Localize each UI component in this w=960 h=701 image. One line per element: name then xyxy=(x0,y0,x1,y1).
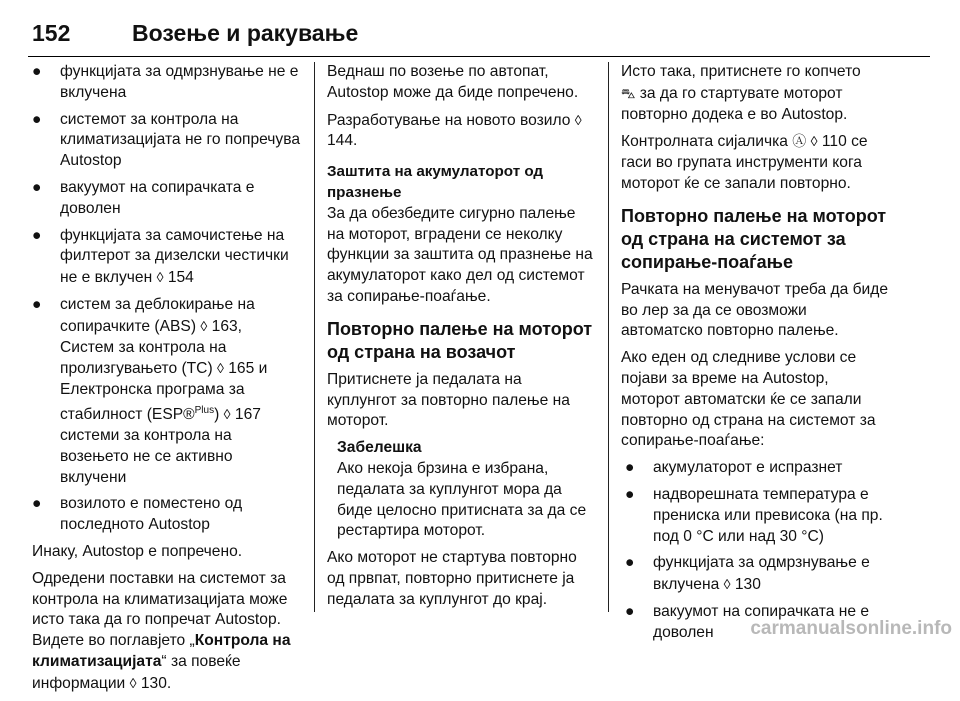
page-reference-icon: ◊ xyxy=(574,111,582,128)
paragraph: Ако еден од следниве услови се појави за време на Autostop, моторот автоматски ќе се запали повторно од страна на системот за сопирање-поаѓање: xyxy=(621,349,876,450)
page-reference-icon: ◊ xyxy=(223,406,231,423)
subheading: Заштита на акумулаторот од празнење xyxy=(327,163,544,201)
paragraph: Рачката на менувачот треба да биде во лер за да се овозможи автоматско повторно палење. xyxy=(621,280,888,340)
list-item: ● системот за контрола на климатизацијата не го попречува Autostop xyxy=(32,110,300,170)
paragraph: Инаку, Autostop е попречено. xyxy=(32,542,243,560)
note-box xyxy=(327,438,595,542)
bullet-icon: ● xyxy=(625,602,635,620)
paragraph: Исто така, притиснете го копчето ⛍ за да го стартувате моторот повторно додека е во Autostop. xyxy=(621,63,861,123)
paragraph: Разработување на новото возило ◊ 144. xyxy=(327,111,582,150)
list-item: ● функцијата за самочистење на филтерот за дизелски честички не е вклучен ◊ 154 xyxy=(32,226,289,287)
page-reference[interactable]: 154 xyxy=(167,269,194,287)
column-1 xyxy=(32,62,302,701)
column-2 xyxy=(327,62,595,617)
autostop-lamp-icon: Ⓐ xyxy=(792,133,807,150)
page-reference-icon: ◊ xyxy=(810,133,818,150)
paragraph: Контролната сијаличка Ⓐ ◊ 110 се гаси во групата инструменти кога моторот ќе се запали повторно. xyxy=(621,133,868,192)
section-heading: Повторно палење на моторот од страна на возачот xyxy=(327,318,593,362)
list-item: ● вакуумот на сопирачката не е доволен xyxy=(625,602,870,641)
bullet-icon: ● xyxy=(32,295,42,313)
list-item: ● надворешната температура е прениска или превисока (на пр. под 0 °C или над 30 °C) xyxy=(625,485,883,545)
bullet-icon: ● xyxy=(625,459,635,477)
page-number: 152 xyxy=(32,20,71,46)
note-title: Забелешка xyxy=(337,439,422,457)
list-item: ● функцијата за одмрзнување е вклучена ◊ 130 xyxy=(625,554,870,594)
bullet-icon: ● xyxy=(32,63,42,80)
watermark: carmanualsonline.info xyxy=(750,618,952,639)
paragraph: За да обезбедите сигурно палење на моторот, вградени се неколку функции за заштита од празнење на акумулаторот како дел од системот за сопирање-поаѓање. xyxy=(327,204,593,305)
page-reference-icon: ◊ xyxy=(200,317,208,334)
list-item: ● возилото е поместено од последното Autostop xyxy=(32,495,243,534)
page-reference-icon: ◊ xyxy=(156,269,164,286)
list-item: ● систем за деблокирање на сопирачките (ABS) ◊ 163, Систем за контрола на пролизгувањето (TC) ◊ 165 и Електронска програма за стабилност (ESP®$^{Plus}$) ◊ 167 системи за контрола на возењето не се активно вклучени xyxy=(32,295,268,486)
page-reference[interactable]: 167 xyxy=(234,406,261,424)
page-reference[interactable]: 144. xyxy=(327,132,358,150)
page-reference-icon: ◊ xyxy=(216,360,224,377)
page-reference[interactable]: 163, xyxy=(211,317,242,335)
list-item: ● акумулаторот е испразнет xyxy=(625,458,891,479)
column-3 xyxy=(621,62,891,650)
bullet-icon: ● xyxy=(32,495,42,513)
bullet-icon: ● xyxy=(625,554,635,572)
column-divider xyxy=(314,62,315,612)
bullet-icon: ● xyxy=(32,178,42,196)
page-reference[interactable]: 130. xyxy=(140,674,172,692)
bullet-icon: ● xyxy=(625,485,635,503)
section-heading: Повторно палење на моторот од страна на системот за сопирање-поаѓање xyxy=(621,205,887,272)
paragraph: Веднаш по возење по автопат, Autostop може да биде попречено. xyxy=(327,63,579,101)
page-reference[interactable]: 130 xyxy=(734,576,761,594)
bullet-icon: ● xyxy=(32,226,42,244)
page-reference[interactable]: 165 и xyxy=(228,360,268,378)
page-reference-icon: ◊ xyxy=(723,576,731,593)
list-item: ● вакуумот на сопирачката е доволен xyxy=(32,178,255,217)
paragraph: Притиснете ја педалата на куплунгот за повторно палење на моторот. xyxy=(327,370,570,430)
paragraph: Ако моторот не стартува повторно од првпат, повторно притиснете ја педалата за куплунгот до крај. xyxy=(327,549,577,608)
page-reference-icon: ◊ xyxy=(129,674,137,691)
bullet-icon: ● xyxy=(32,110,42,128)
page-title: Возење и ракување xyxy=(132,20,359,46)
auto-stop-button-icon: ⛍ xyxy=(621,84,636,101)
paragraph: Одредени поставки на системот за контрола на климатизацијата може исто така да го попречат Autostop. Видете во поглавјето „Контрола на климатизацијата“ за повеќе информации ◊ 130. xyxy=(32,569,291,692)
note-text: Ако некоја брзина е избрана, педалата за куплунгот мора да биде целосно притисната за да се рестартира моторот. xyxy=(337,459,587,540)
list-item: ● функцијата за одмрзнување не е вклучена xyxy=(32,63,299,101)
column-divider xyxy=(608,62,609,612)
page-header xyxy=(28,20,930,57)
